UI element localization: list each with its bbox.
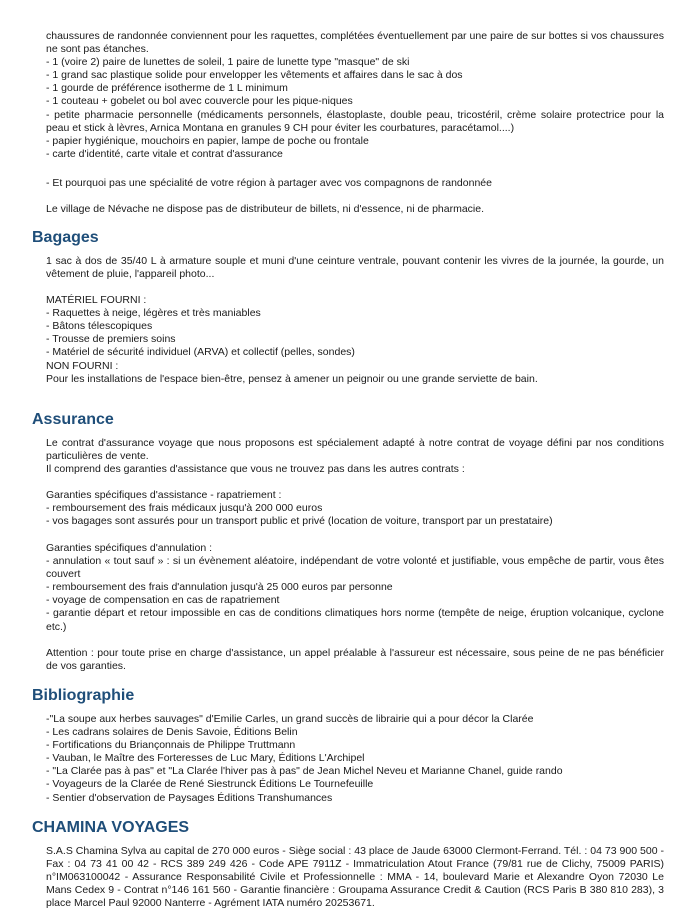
list-item: - Trousse de premiers soins: [46, 333, 176, 346]
attention-text: Attention : pour toute prise en charge d'assistance, un appel préalable à l'assureur est nécessaire, sous peine de ne pas bénéficier de vos garanties.: [46, 647, 664, 673]
assurance-p2: Il comprend des garanties d'assistance que vous ne trouvez pas dans les autres contrats :: [46, 463, 465, 476]
garanties-annulation: [46, 542, 664, 634]
chamina-legal-text: S.A.S Chamina Sylva au capital de 270 000 euros - Siège social : 43 place de Jaude 63000 Clermont-Ferrand. Tél. : 04 73 900 500 - Fax : 04 73 41 00 42 - RCS 389 249 426 - Code APE 7911Z - Immatriculation Atout France (79/81 rue de Clichy, 75009 PARIS) n°IM063100042 - Assurance Responsabilité Civile et Professionnelle : MMA - 14, boulevard Marie et Alexandre Oyon 72030 Le Mans Cedex 9 - Contrat n°146 161 560 - Garantie financière : Groupama Assurance Credit & Caution (RCS Paris B 380 810 283), 3 place Marcel Paul 92000 Nanterre - Agrément IATA numéro 20253671.: [46, 845, 664, 910]
garanties-assistance: [46, 489, 664, 528]
bagages-section: [46, 255, 664, 281]
non-fourni: [46, 360, 664, 386]
assurance-attention: [46, 647, 664, 673]
materiel-fourni-label: MATÉRIEL FOURNI :: [46, 294, 147, 306]
assurance-p1: Le contrat d'assurance voyage que nous proposons est spécialement adapté à notre contrat de voyage défini par nos conditions particulières de vente.: [46, 437, 664, 463]
list-item: - papier hygiénique, mouchoirs en papier, lampe de poche ou frontale: [46, 134, 369, 147]
list-item: - carte d'identité, carte vitale et contrat d'assurance: [46, 147, 283, 160]
section-title-assurance: Assurance: [32, 411, 114, 428]
list-item: - Raquettes à neige, légères et très maniables: [46, 307, 261, 320]
non-fourni-text: Pour les installations de l'espace bien-être, pensez à amener un peignoir ou une grande serviette de bain.: [46, 373, 538, 386]
non-fourni-label: NON FOURNI :: [46, 360, 119, 372]
list-item: - garantie départ et retour impossible en cas de conditions climatiques hors norme (tempête de neige, éruption volcanique, cyclone etc.): [46, 607, 664, 633]
list-item: - Fortifications du Briançonnais de Philippe Truttmann: [46, 739, 296, 752]
list-item: - petite pharmacie personnelle (médicaments personnels, élastoplaste, double peau, tricostéril, crème solaire protectrice pour la peau et stick à lèvres, Arnica Montana en granules 9 CH pour éviter les courbatures, paracétamol....): [46, 108, 664, 134]
section-title-bagages: Bagages: [32, 229, 99, 246]
list-item: - Sentier d'observation de Paysages Éditions Transhumances: [46, 791, 333, 804]
list-item: - voyage de compensation en cas de rapatriement: [46, 594, 280, 607]
list-item: - Voyageurs de la Clarée de René Siestrunck Éditions Le Tournefeuille: [46, 778, 374, 791]
list-item: -"La soupe aux herbes sauvages" d'Emilie Carles, un grand succès de librairie qui a pour décor la Clarée: [46, 713, 534, 725]
village-text: Le village de Névache ne dispose pas de distributeur de billets, ni d'essence, ni de pharmacie.: [46, 203, 485, 215]
list-item: - vos bagages sont assurés pour un transport public et privé (location de voiture, transport par un prestataire): [46, 515, 553, 528]
specialite-note: [46, 177, 664, 190]
assistance-label: Garanties spécifiques d'assistance - rapatriement :: [46, 489, 282, 501]
annulation-label: Garanties spécifiques d'annulation :: [46, 542, 213, 554]
list-item: - Vauban, le Maître des Forteresses de Luc Mary, Éditions L'Archipel: [46, 752, 365, 765]
list-item: - 1 grand sac plastique solide pour envelopper les vêtements et affaires dans le sac à dos: [46, 69, 463, 82]
bibliographie-list: [46, 713, 664, 805]
list-item: - 1 couteau + gobelet ou bol avec couvercle pour les pique-niques: [46, 95, 353, 108]
list-item: - 1 gourde de préférence isotherme de 1 L minimum: [46, 82, 288, 95]
equipment-list: [46, 30, 664, 161]
list-item: - Les cadrans solaires de Denis Savoie, Éditions Belin: [46, 726, 298, 739]
list-item: - "La Clarée pas à pas" et "La Clarée l'hiver pas à pas" de Jean Michel Neveu et Marianne Chanel, guide rando: [46, 765, 563, 778]
list-item: - remboursement des frais d'annulation jusqu'à 25 000 euros par personne: [46, 581, 393, 594]
chamina-legal: [46, 845, 664, 910]
list-item: - Bâtons télescopiques: [46, 320, 153, 333]
list-item: - remboursement des frais médicaux jusqu'à 200 000 euros: [46, 502, 323, 515]
village-note: [46, 203, 664, 216]
specialite-text: - Et pourquoi pas une spécialité de votre région à partager avec vos compagnons de randonnée: [46, 177, 492, 189]
list-item: - Matériel de sécurité individuel (ARVA) et collectif (pelles, sondes): [46, 346, 355, 359]
materiel-fourni: [46, 294, 664, 359]
assurance-intro: [46, 437, 664, 476]
section-title-bibliographie: Bibliographie: [32, 687, 135, 704]
list-item: - 1 (voire 2) paire de lunettes de soleil, 1 paire de lunette type "masque" de ski: [46, 56, 410, 69]
bagages-sac-text: 1 sac à dos de 35/40 L à armature souple et muni d'une ceinture ventrale, pouvant contenir les vivres de la journée, la gourde, un vêtement de pluie, l'appareil photo...: [46, 255, 664, 281]
section-title-chamina: CHAMINA VOYAGES: [32, 819, 190, 836]
list-item: chaussures de randonnée conviennent pour les raquettes, complétées éventuellement par une paire de sur bottes si vos chaussures ne sont pas étanches.: [46, 30, 664, 56]
list-item: - annulation « tout sauf » : si un évènement aléatoire, indépendant de votre volonté et justifiable, vous empêche de partir, vous êtes couvert: [46, 555, 664, 581]
